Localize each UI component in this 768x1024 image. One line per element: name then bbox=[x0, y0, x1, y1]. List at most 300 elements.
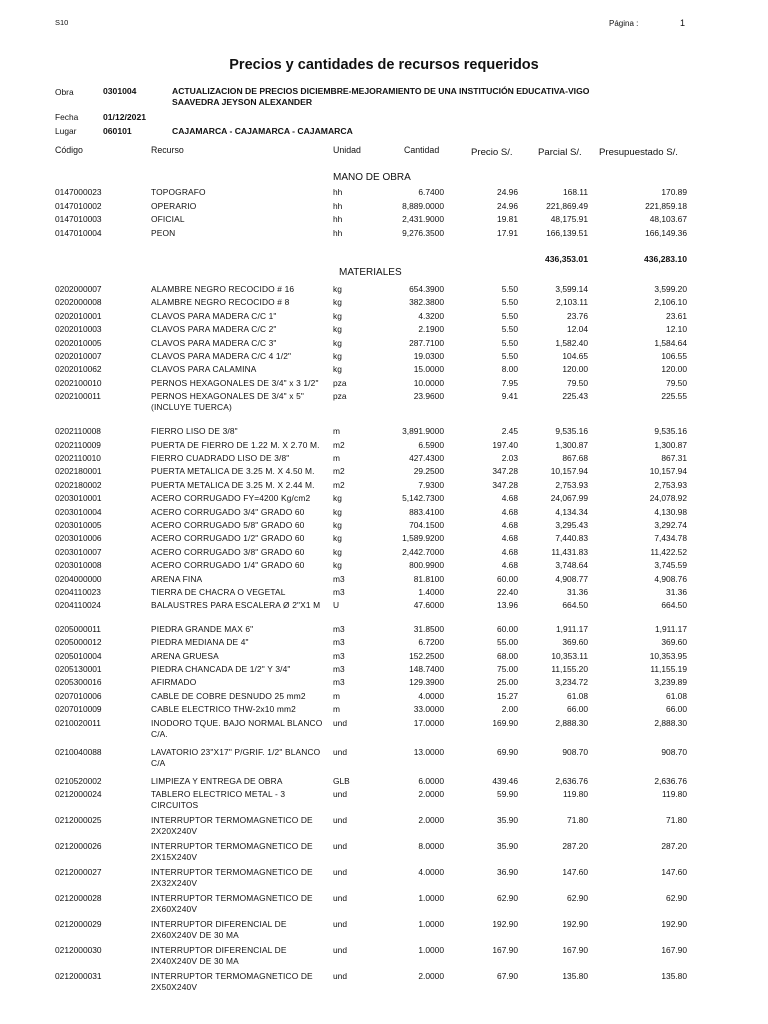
row-presupuestado: 369.60 bbox=[661, 637, 687, 648]
table-row bbox=[0, 297, 768, 309]
row-price: 67.90 bbox=[497, 971, 518, 981]
row-quantity: 81.8100 bbox=[413, 573, 444, 584]
row-quantity: 2.0000 bbox=[418, 971, 444, 981]
row-code: 0212000030 bbox=[55, 945, 102, 955]
row-presupuestado: 221,859.18 bbox=[645, 201, 687, 211]
row-quantity: 23.9600 bbox=[413, 391, 444, 402]
mano-de-obra-total-presupuestado: 436,283.10 bbox=[643, 254, 687, 264]
row-resource: CLAVOS PARA MADERA C/C 1" bbox=[151, 310, 277, 321]
row-quantity: 4.0000 bbox=[418, 690, 444, 701]
row-unit: und bbox=[333, 746, 347, 757]
row-code: 0205010004 bbox=[55, 650, 102, 661]
table-row bbox=[0, 624, 768, 636]
col-header-unidad: Unidad bbox=[333, 145, 361, 155]
row-unit: m bbox=[333, 690, 340, 701]
row-code: 0204000000 bbox=[55, 573, 102, 584]
table-row bbox=[0, 664, 768, 676]
row-price: 4.68 bbox=[501, 506, 518, 517]
row-unit: U bbox=[333, 600, 340, 611]
table-row bbox=[0, 426, 768, 438]
row-presupuestado: 287.20 bbox=[661, 841, 687, 851]
row-price: 60.00 bbox=[497, 623, 518, 634]
row-price: 5.50 bbox=[501, 351, 518, 361]
row-unit: GLB bbox=[333, 775, 350, 786]
row-presupuestado: 4,908.76 bbox=[654, 573, 687, 584]
row-quantity: 8,889.0000 bbox=[402, 201, 444, 211]
row-parcial: 908.70 bbox=[562, 746, 588, 757]
row-resource: INTERRUPTOR TERMOMAGNETICO DE bbox=[151, 815, 313, 825]
row-price: 197.40 bbox=[492, 439, 518, 450]
fecha-label: Fecha bbox=[55, 112, 79, 122]
row-presupuestado: 71.80 bbox=[666, 815, 687, 825]
table-row bbox=[0, 284, 768, 296]
row-parcial: 1,911.17 bbox=[556, 623, 588, 634]
row-code: 0203010007 bbox=[55, 546, 102, 557]
row-parcial: 3,234.72 bbox=[555, 677, 588, 688]
row-resource: ALAMBRE NEGRO RECOCIDO # 16 bbox=[151, 284, 295, 294]
row-price: 13.96 bbox=[497, 600, 518, 611]
row-price: 4.68 bbox=[501, 560, 518, 571]
row-parcial: 119.80 bbox=[563, 789, 588, 799]
row-price: 19.81 bbox=[497, 214, 518, 224]
row-price: 5.50 bbox=[501, 297, 518, 308]
row-quantity: 6.5900 bbox=[418, 439, 444, 450]
row-resource: ACERO CORRUGADO 1/4" GRADO 60 bbox=[151, 560, 305, 571]
row-quantity: 7.9300 bbox=[418, 479, 444, 490]
row-presupuestado: 48,103.67 bbox=[649, 214, 687, 224]
row-price: 2.03 bbox=[501, 453, 518, 463]
table-row bbox=[0, 507, 768, 519]
row-quantity: 6.7200 bbox=[418, 637, 444, 648]
row-resource: PEON bbox=[151, 228, 176, 238]
table-row bbox=[0, 600, 768, 612]
row-unit: m3 bbox=[333, 587, 345, 597]
row-price: 5.50 bbox=[501, 284, 518, 294]
row-unit: kg bbox=[333, 364, 342, 375]
row-presupuestado: 167.90 bbox=[661, 945, 687, 955]
row-quantity: 10.0000 bbox=[413, 377, 444, 388]
row-price: 439.46 bbox=[492, 775, 518, 786]
row-presupuestado: 106.55 bbox=[661, 351, 687, 361]
system-code: S10 bbox=[55, 18, 69, 27]
table-row bbox=[0, 691, 768, 703]
row-code: 0210020011 bbox=[55, 717, 101, 728]
row-resource: OPERARIO bbox=[151, 201, 197, 211]
row-unit: m2 bbox=[333, 439, 345, 450]
row-resource: TOPOGRAFO bbox=[151, 187, 206, 197]
row-quantity: 1.0000 bbox=[418, 919, 444, 929]
row-quantity: 29.2500 bbox=[413, 466, 444, 477]
row-price: 169.90 bbox=[492, 717, 518, 728]
table-row bbox=[0, 547, 768, 559]
table-row bbox=[0, 187, 768, 199]
row-quantity: 17.0000 bbox=[413, 717, 444, 728]
row-code: 0204110024 bbox=[55, 600, 101, 611]
col-header-recurso: Recurso bbox=[151, 145, 184, 155]
row-code: 0212000029 bbox=[55, 919, 102, 929]
lugar-description: CAJAMARCA - CAJAMARCA - CAJAMARCA bbox=[172, 126, 353, 136]
row-quantity: 800.9900 bbox=[409, 560, 444, 571]
row-price: 5.50 bbox=[501, 324, 518, 335]
table-row bbox=[0, 841, 768, 862]
row-code: 0202000008 bbox=[55, 297, 102, 308]
row-presupuestado: 166,149.36 bbox=[645, 228, 687, 238]
row-price: 347.28 bbox=[492, 479, 518, 490]
row-parcial: 225.43 bbox=[562, 391, 588, 402]
row-quantity: 8.0000 bbox=[418, 841, 444, 851]
table-row bbox=[0, 364, 768, 376]
row-resource-line2: 2X40X240V DE 30 MA bbox=[151, 956, 239, 966]
row-resource: TIERRA DE CHACRA O VEGETAL bbox=[151, 587, 286, 597]
row-presupuestado: 66.00 bbox=[666, 704, 687, 715]
row-presupuestado: 10,353.95 bbox=[649, 650, 687, 661]
row-parcial: 369.60 bbox=[562, 637, 588, 648]
row-presupuestado: 61.08 bbox=[666, 690, 687, 701]
row-parcial: 24,067.99 bbox=[550, 493, 588, 504]
row-code: 0205000012 bbox=[55, 637, 102, 648]
row-presupuestado: 4,130.98 bbox=[654, 506, 687, 517]
row-unit: und bbox=[333, 815, 347, 825]
row-parcial: 31.36 bbox=[567, 587, 588, 597]
row-price: 8.00 bbox=[501, 364, 518, 375]
row-price: 4.68 bbox=[501, 546, 518, 557]
row-presupuestado: 867.31 bbox=[661, 453, 687, 463]
row-presupuestado: 2,753.93 bbox=[654, 479, 687, 490]
row-parcial: 7,440.83 bbox=[555, 533, 588, 544]
row-resource: ARENA FINA bbox=[151, 573, 203, 584]
row-resource-line2: 2X15X240V bbox=[151, 852, 198, 862]
table-row bbox=[0, 520, 768, 532]
row-resource: CLAVOS PARA MADERA C/C 4 1/2" bbox=[151, 351, 292, 361]
row-price: 62.90 bbox=[497, 893, 518, 903]
table-row bbox=[0, 351, 768, 363]
row-quantity: 6.0000 bbox=[418, 775, 444, 786]
row-presupuestado: 7,434.78 bbox=[654, 533, 687, 544]
row-parcial: 1,300.87 bbox=[555, 439, 588, 450]
row-quantity: 9,276.3500 bbox=[402, 228, 444, 238]
row-parcial: 4,908.77 bbox=[555, 573, 588, 584]
row-presupuestado: 3,239.89 bbox=[654, 677, 687, 688]
table-row bbox=[0, 453, 768, 465]
row-presupuestado: 23.61 bbox=[666, 310, 687, 321]
row-code: 0202100011 bbox=[55, 391, 101, 402]
row-code: 0212000028 bbox=[55, 893, 102, 903]
row-price: 69.90 bbox=[497, 746, 518, 757]
row-resource: ACERO CORRUGADO 1/2" GRADO 60 bbox=[151, 533, 305, 544]
row-unit: m3 bbox=[333, 573, 345, 584]
table-row bbox=[0, 945, 768, 966]
table-row bbox=[0, 378, 768, 390]
row-unit: kg bbox=[333, 546, 342, 557]
row-quantity: 15.0000 bbox=[413, 364, 444, 375]
row-quantity: 2.0000 bbox=[418, 789, 444, 799]
row-price: 5.50 bbox=[501, 337, 518, 348]
row-quantity: 704.1500 bbox=[409, 520, 444, 530]
table-row bbox=[0, 214, 768, 226]
col-header-cantidad: Cantidad bbox=[404, 145, 440, 155]
row-presupuestado: 1,300.87 bbox=[654, 439, 687, 450]
row-presupuestado: 170.89 bbox=[661, 187, 687, 197]
row-parcial: 23.76 bbox=[567, 310, 588, 321]
col-header-precio: Precio S/. bbox=[471, 147, 513, 158]
row-resource-line2: 2X50X240V bbox=[151, 982, 198, 992]
row-unit: kg bbox=[333, 310, 342, 321]
row-price: 167.90 bbox=[492, 945, 518, 955]
row-unit: m3 bbox=[333, 677, 345, 688]
row-parcial: 1,582.40 bbox=[555, 337, 588, 348]
row-code: 0147010004 bbox=[55, 228, 102, 238]
page-title: Precios y cantidades de recursos requeridos bbox=[229, 57, 539, 73]
table-row bbox=[0, 919, 768, 940]
row-quantity: 31.8500 bbox=[413, 623, 444, 634]
table-row bbox=[0, 391, 768, 413]
row-presupuestado: 3,745.59 bbox=[654, 560, 687, 571]
row-parcial: 62.90 bbox=[567, 893, 588, 903]
table-row bbox=[0, 324, 768, 336]
page-label: Página : bbox=[609, 19, 639, 28]
row-resource: PUERTA METALICA DE 3.25 M. X 2.44 M. bbox=[151, 479, 315, 490]
row-code: 0147000023 bbox=[55, 187, 102, 197]
row-unit: m2 bbox=[333, 479, 345, 490]
mano-de-obra-total-parcial: 436,353.01 bbox=[544, 254, 588, 264]
row-code: 0207010009 bbox=[55, 704, 102, 715]
row-price: 25.00 bbox=[497, 677, 518, 688]
row-quantity: 2.0000 bbox=[418, 815, 444, 825]
row-unit: m2 bbox=[333, 466, 345, 477]
row-unit: hh bbox=[333, 201, 343, 211]
row-code: 0202000007 bbox=[55, 284, 102, 294]
row-parcial: 168.11 bbox=[563, 187, 588, 197]
row-quantity: 2.1900 bbox=[418, 324, 444, 335]
row-unit: kg bbox=[333, 520, 342, 530]
row-quantity: 1.4000 bbox=[418, 587, 444, 597]
row-resource: PERNOS HEXAGONALES DE 3/4" x 3 1/2" bbox=[151, 377, 319, 388]
row-quantity: 13.0000 bbox=[413, 746, 444, 757]
row-parcial: 79.50 bbox=[567, 377, 588, 388]
row-presupuestado: 147.60 bbox=[661, 867, 687, 877]
row-unit: m3 bbox=[333, 650, 345, 661]
row-presupuestado: 2,636.76 bbox=[654, 775, 687, 786]
row-code: 0147010002 bbox=[55, 201, 102, 211]
row-parcial: 3,295.43 bbox=[555, 520, 588, 530]
row-quantity: 129.3900 bbox=[409, 677, 444, 688]
section-title-materiales: MATERIALES bbox=[339, 267, 402, 278]
obra-description-line2: SAAVEDRA JEYSON ALEXANDER bbox=[172, 97, 313, 107]
table-row bbox=[0, 717, 768, 739]
row-resource: ACERO CORRUGADO FY=4200 Kg/cm2 bbox=[151, 493, 311, 504]
row-code: 0202010003 bbox=[55, 324, 102, 335]
row-resource-line2: (INCLUYE TUERCA) bbox=[151, 402, 232, 413]
row-parcial: 135.80 bbox=[562, 971, 588, 981]
row-code: 0202010062 bbox=[55, 364, 102, 375]
row-resource: CLAVOS PARA MADERA C/C 3" bbox=[151, 337, 277, 348]
row-resource-line2: 2X60X240V bbox=[151, 904, 198, 914]
row-parcial: 2,753.93 bbox=[555, 479, 588, 490]
row-parcial: 120.00 bbox=[562, 364, 588, 375]
row-resource: CABLE ELECTRICO THW-2x10 mm2 bbox=[151, 704, 296, 715]
row-presupuestado: 9,535.16 bbox=[654, 426, 687, 437]
row-resource-line2: CIRCUITOS bbox=[151, 800, 199, 810]
row-unit: und bbox=[333, 945, 347, 955]
row-code: 0204110023 bbox=[55, 587, 101, 597]
row-code: 0205000011 bbox=[55, 623, 101, 634]
row-resource: INTERRUPTOR DIFERENCIAL DE bbox=[151, 945, 287, 955]
row-quantity: 2,431.9000 bbox=[402, 214, 444, 224]
row-parcial: 66.00 bbox=[567, 704, 588, 715]
row-quantity: 4.0000 bbox=[418, 867, 444, 877]
row-resource: INTERRUPTOR TERMOMAGNETICO DE bbox=[151, 841, 313, 851]
row-unit: und bbox=[333, 919, 347, 929]
row-code: 0203010006 bbox=[55, 533, 102, 544]
row-price: 22.40 bbox=[497, 587, 518, 597]
row-unit: kg bbox=[333, 351, 342, 361]
fecha-value: 01/12/2021 bbox=[103, 112, 147, 122]
row-unit: hh bbox=[333, 187, 343, 197]
row-resource-line2: 2X20X240V bbox=[151, 826, 198, 836]
row-unit: pza bbox=[333, 377, 347, 388]
row-unit: kg bbox=[333, 533, 342, 544]
row-resource: INODORO TQUE. BAJO NORMAL BLANCO bbox=[151, 717, 323, 728]
row-price: 59.90 bbox=[497, 789, 518, 799]
row-resource: LIMPIEZA Y ENTREGA DE OBRA bbox=[151, 775, 283, 786]
row-resource: ACERO CORRUGADO 3/8" GRADO 60 bbox=[151, 546, 305, 557]
row-presupuestado: 119.80 bbox=[662, 789, 687, 799]
row-price: 347.28 bbox=[492, 466, 518, 477]
row-quantity: 1.0000 bbox=[418, 893, 444, 903]
table-row bbox=[0, 440, 768, 452]
row-parcial: 11,431.83 bbox=[551, 546, 588, 557]
row-resource-line2: 2X32X240V bbox=[151, 878, 198, 888]
row-code: 0203010001 bbox=[55, 493, 102, 504]
row-code: 0202110009 bbox=[55, 439, 101, 450]
row-resource: PIEDRA CHANCADA DE 1/2" Y 3/4" bbox=[151, 664, 291, 674]
table-row bbox=[0, 338, 768, 350]
row-presupuestado: 12.10 bbox=[666, 324, 687, 335]
row-unit: kg bbox=[333, 560, 342, 571]
row-code: 0212000031 bbox=[55, 971, 102, 981]
table-row bbox=[0, 651, 768, 663]
row-presupuestado: 31.36 bbox=[666, 587, 687, 597]
obra-label: Obra bbox=[55, 87, 74, 97]
row-price: 15.27 bbox=[497, 690, 518, 701]
row-resource-line2: C/A bbox=[151, 757, 166, 768]
row-unit: kg bbox=[333, 337, 342, 348]
row-resource: PUERTA DE FIERRO DE 1.22 M. X 2.70 M. bbox=[151, 439, 320, 450]
row-parcial: 167.90 bbox=[562, 945, 588, 955]
row-presupuestado: 908.70 bbox=[661, 746, 687, 757]
row-quantity: 883.4100 bbox=[409, 506, 444, 517]
row-presupuestado: 664.50 bbox=[661, 600, 687, 611]
table-row bbox=[0, 746, 768, 768]
table-row bbox=[0, 480, 768, 492]
table-row bbox=[0, 815, 768, 836]
row-unit: hh bbox=[333, 214, 343, 224]
row-price: 9.41 bbox=[501, 391, 518, 402]
row-unit: kg bbox=[333, 506, 342, 517]
row-presupuestado: 2,106.10 bbox=[654, 297, 687, 308]
row-parcial: 3,599.14 bbox=[555, 284, 588, 294]
table-row bbox=[0, 560, 768, 572]
row-unit: kg bbox=[333, 493, 342, 504]
row-price: 35.90 bbox=[497, 841, 518, 851]
row-quantity: 148.7400 bbox=[409, 664, 444, 674]
row-presupuestado: 79.50 bbox=[666, 377, 687, 388]
row-parcial: 104.65 bbox=[562, 351, 588, 361]
row-parcial: 71.80 bbox=[567, 815, 588, 825]
row-presupuestado: 10,157.94 bbox=[649, 466, 687, 477]
row-price: 35.90 bbox=[497, 815, 518, 825]
row-presupuestado: 225.55 bbox=[661, 391, 687, 402]
row-parcial: 287.20 bbox=[562, 841, 588, 851]
table-row bbox=[0, 587, 768, 599]
row-resource: PERNOS HEXAGONALES DE 3/4" x 5" bbox=[151, 391, 305, 402]
row-presupuestado: 3,292.74 bbox=[654, 520, 687, 530]
row-resource: CLAVOS PARA MADERA C/C 2" bbox=[151, 324, 277, 335]
row-parcial: 867.68 bbox=[562, 453, 588, 463]
row-parcial: 2,888.30 bbox=[555, 717, 588, 728]
row-unit: kg bbox=[333, 324, 342, 335]
row-presupuestado: 3,599.20 bbox=[654, 284, 687, 294]
row-price: 7.95 bbox=[501, 377, 518, 388]
row-resource: INTERRUPTOR TERMOMAGNETICO DE bbox=[151, 893, 313, 903]
row-quantity: 1.0000 bbox=[418, 945, 444, 955]
row-presupuestado: 2,888.30 bbox=[654, 717, 687, 728]
row-unit: m bbox=[333, 704, 340, 715]
page-number: 1 bbox=[680, 18, 686, 28]
row-price: 68.00 bbox=[497, 650, 518, 661]
lugar-label: Lugar bbox=[55, 126, 77, 136]
row-quantity: 6.7400 bbox=[418, 187, 444, 197]
row-resource: CABLE DE COBRE DESNUDO 25 mm2 bbox=[151, 690, 306, 701]
row-parcial: 4,134.34 bbox=[555, 506, 588, 517]
row-unit: kg bbox=[333, 284, 342, 294]
row-quantity: 152.2500 bbox=[409, 650, 444, 661]
row-resource: ALAMBRE NEGRO RECOCIDO # 8 bbox=[151, 297, 290, 308]
row-resource: PIEDRA GRANDE MAX 6" bbox=[151, 623, 254, 634]
row-code: 0212000024 bbox=[55, 789, 102, 799]
row-parcial: 2,636.76 bbox=[555, 775, 588, 786]
row-unit: m3 bbox=[333, 623, 345, 634]
table-row bbox=[0, 201, 768, 213]
table-row bbox=[0, 867, 768, 888]
row-code: 0203010005 bbox=[55, 520, 102, 530]
row-unit: pza bbox=[333, 391, 347, 402]
row-code: 0210520002 bbox=[55, 775, 102, 786]
row-resource: INTERRUPTOR TERMOMAGNETICO DE bbox=[151, 867, 313, 877]
row-code: 0207010006 bbox=[55, 690, 102, 701]
row-code: 0202010007 bbox=[55, 351, 102, 361]
row-code: 0202180002 bbox=[55, 479, 102, 490]
row-unit: kg bbox=[333, 297, 342, 308]
row-presupuestado: 120.00 bbox=[661, 364, 687, 375]
row-quantity: 1,589.9200 bbox=[402, 533, 444, 544]
row-resource: INTERRUPTOR TERMOMAGNETICO DE bbox=[151, 971, 313, 981]
row-price: 2.45 bbox=[501, 426, 518, 437]
table-row bbox=[0, 789, 768, 810]
row-quantity: 5,142.7300 bbox=[402, 493, 444, 504]
table-row bbox=[0, 574, 768, 586]
row-quantity: 47.6000 bbox=[413, 600, 444, 611]
row-parcial: 147.60 bbox=[562, 867, 588, 877]
row-resource: ARENA GRUESA bbox=[151, 650, 219, 661]
row-resource: PUERTA METALICA DE 3.25 M. X 4.50 M. bbox=[151, 466, 315, 477]
row-resource: CLAVOS PARA CALAMINA bbox=[151, 364, 257, 375]
row-parcial: 166,139.51 bbox=[546, 228, 588, 238]
row-parcial: 10,157.94 bbox=[550, 466, 588, 477]
row-code: 0212000026 bbox=[55, 841, 102, 851]
row-resource: AFIRMADO bbox=[151, 677, 197, 688]
row-parcial: 221,869.49 bbox=[546, 201, 588, 211]
